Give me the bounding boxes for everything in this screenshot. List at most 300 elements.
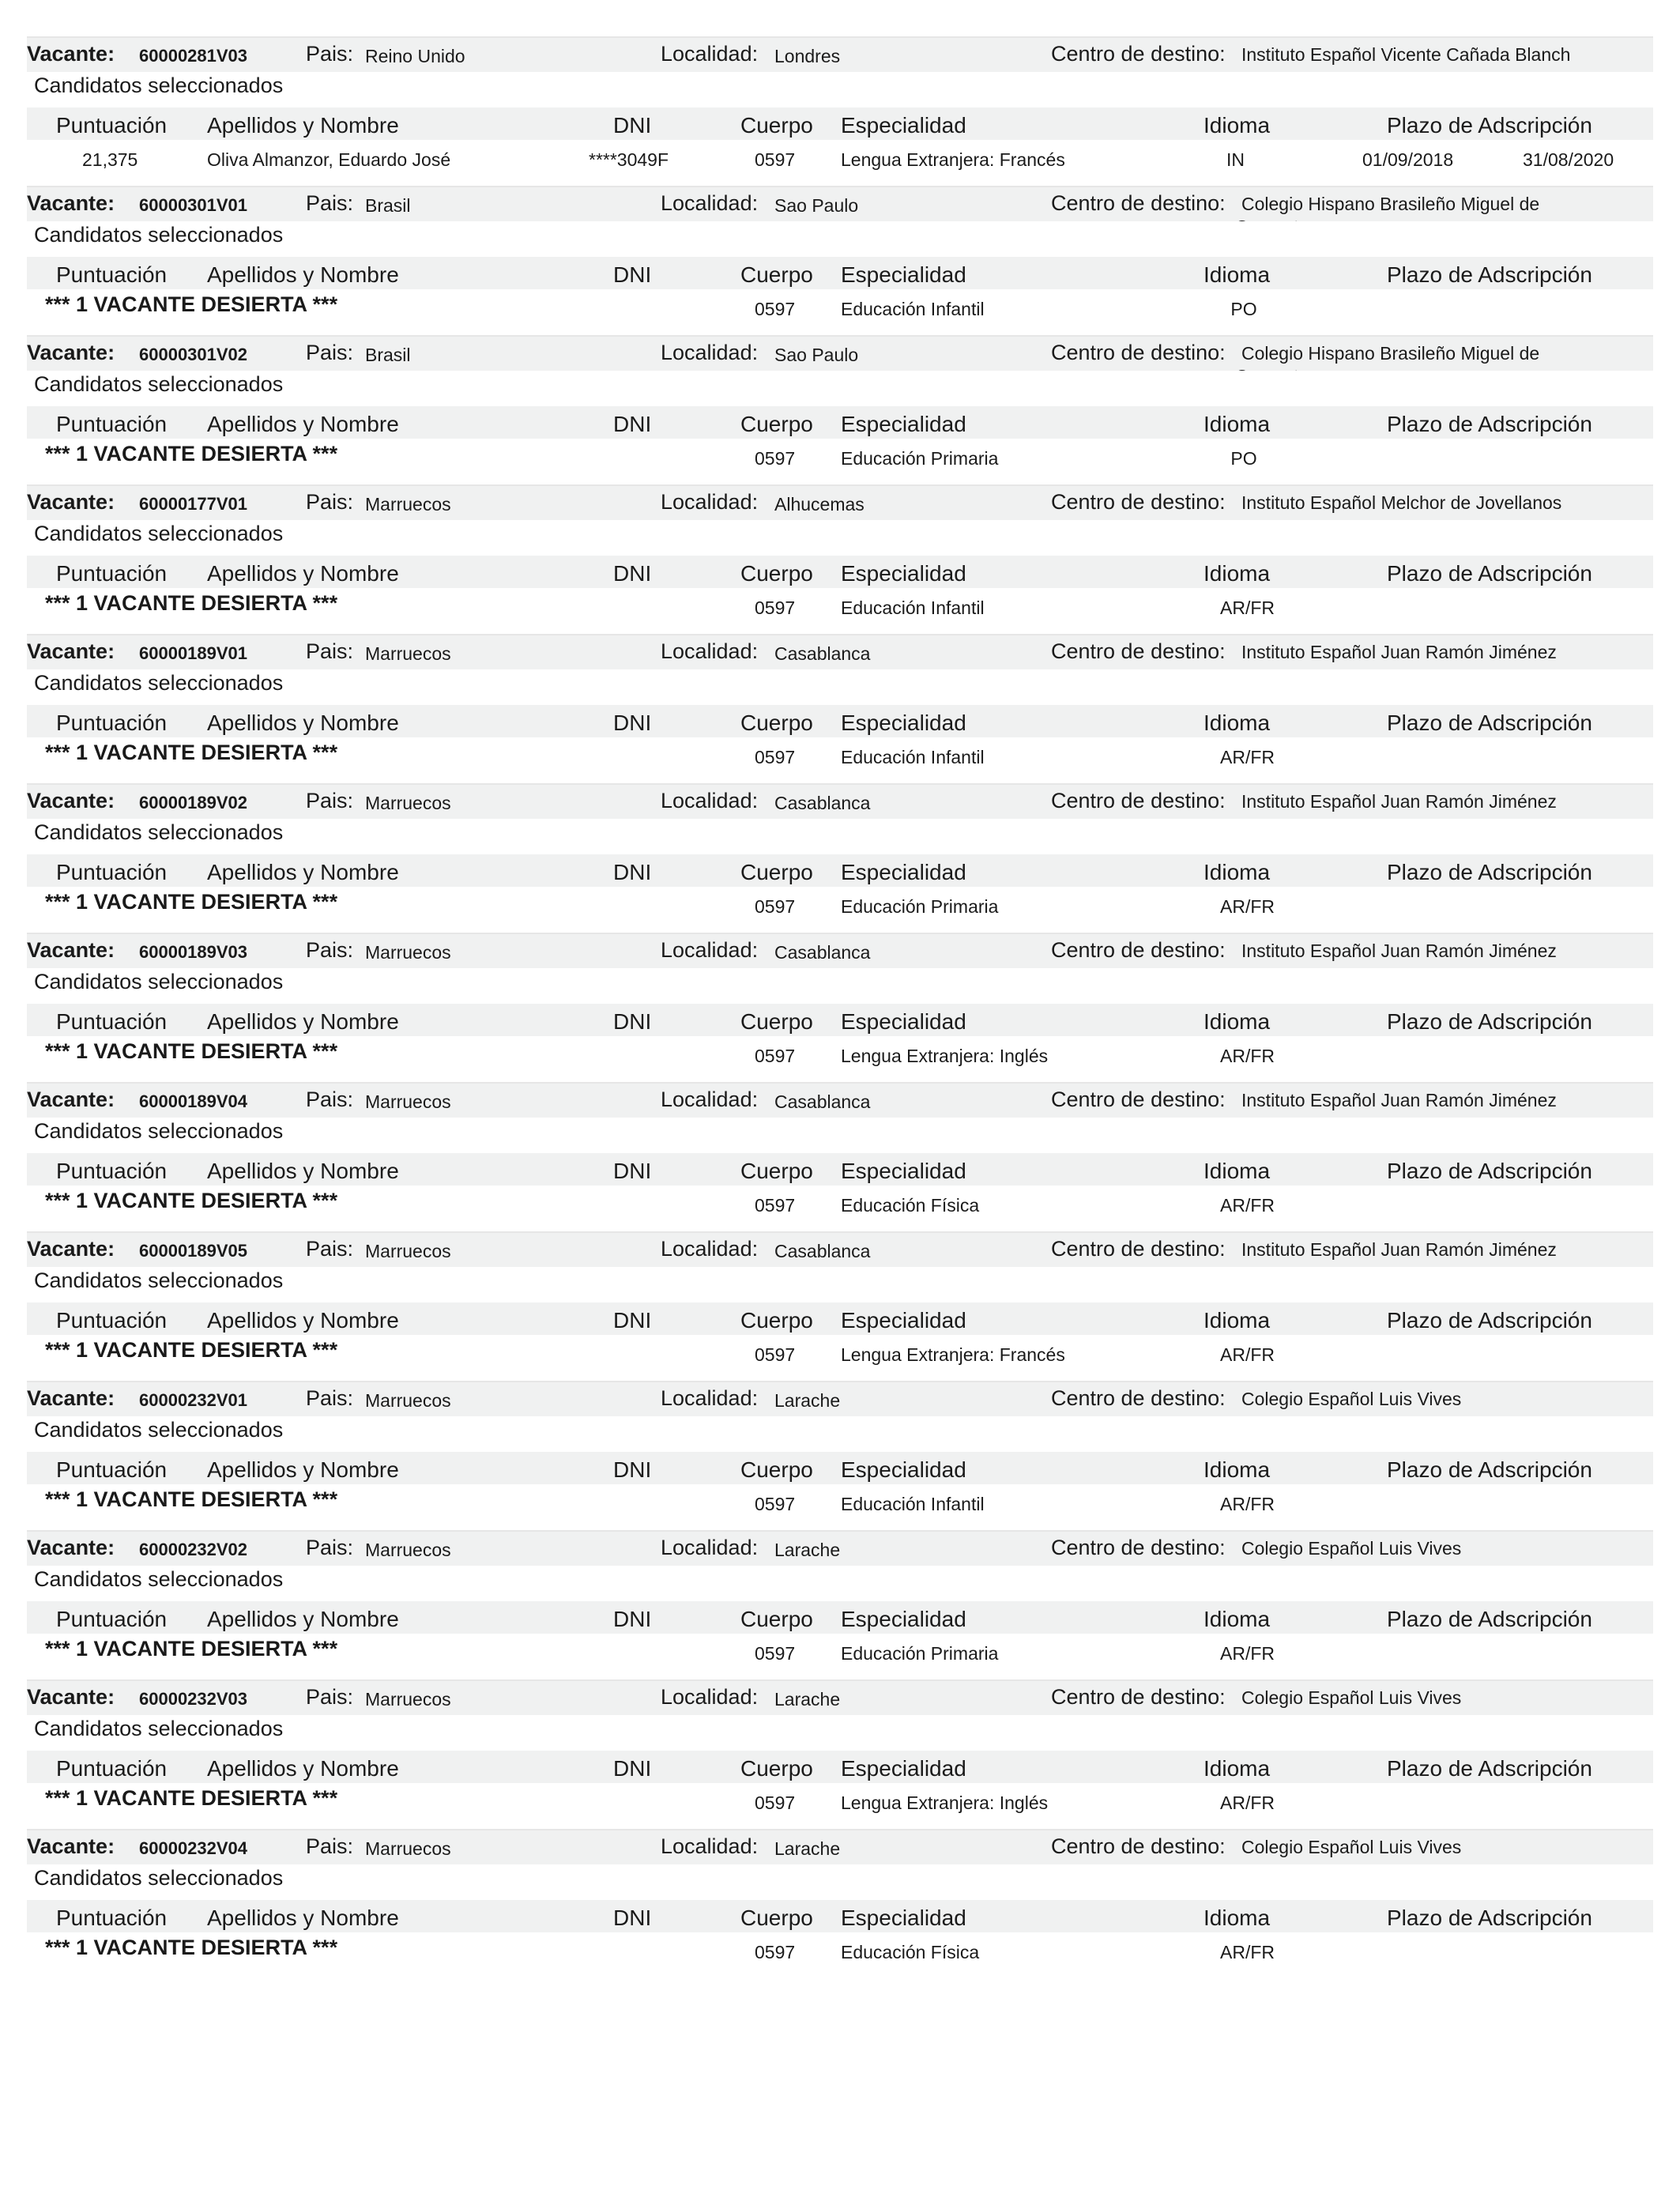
candidatos-row bbox=[27, 520, 1653, 556]
puntuacion-value: 21,375 bbox=[82, 149, 138, 170]
vacante-label: Vacante: bbox=[27, 191, 115, 215]
centro-line-1: Instituto Español Juan Ramón Jiménez bbox=[1241, 642, 1557, 662]
vacante-label: Vacante: bbox=[27, 1237, 115, 1261]
vacancy-block bbox=[27, 186, 1653, 335]
vacante-desierta: *** 1 VACANTE DESIERTA *** bbox=[45, 741, 338, 764]
pais-label: Pais: bbox=[306, 639, 354, 663]
localidad-value: Larache bbox=[774, 1390, 841, 1411]
table-row bbox=[27, 1783, 1653, 1827]
column-header-row bbox=[27, 1153, 1653, 1186]
vacante-desierta: *** 1 VACANTE DESIERTA *** bbox=[45, 292, 338, 316]
table-row bbox=[27, 1036, 1653, 1080]
candidatos-heading: Candidatos seleccionados bbox=[34, 74, 284, 97]
candidatos-row bbox=[27, 669, 1653, 705]
candidatos-heading: Candidatos seleccionados bbox=[34, 372, 284, 396]
col-apellidos-nombre: Apellidos y Nombre bbox=[207, 1906, 399, 1930]
idioma-value: IN bbox=[1226, 149, 1245, 170]
centro-value bbox=[1241, 492, 1561, 515]
col-puntuacion: Puntuación bbox=[56, 1159, 168, 1183]
especialidad-value: Educación Primaria bbox=[841, 896, 999, 917]
pais-value: Reino Unido bbox=[365, 46, 465, 66]
col-idioma: Idioma bbox=[1203, 1756, 1271, 1781]
localidad-value: Alhucemas bbox=[774, 494, 864, 515]
col-dni: DNI bbox=[613, 1009, 652, 1034]
col-idioma: Idioma bbox=[1203, 1308, 1271, 1333]
col-idioma: Idioma bbox=[1203, 1159, 1271, 1183]
vacancy-block bbox=[27, 1381, 1653, 1530]
pais-label: Pais: bbox=[306, 1685, 354, 1709]
vacante-code: 60000301V02 bbox=[139, 345, 248, 364]
col-idioma: Idioma bbox=[1203, 561, 1271, 586]
col-apellidos-nombre: Apellidos y Nombre bbox=[207, 860, 399, 884]
vacancy-block bbox=[27, 335, 1653, 484]
candidatos-row bbox=[27, 1864, 1653, 1900]
vacancy-header bbox=[27, 1532, 1653, 1566]
especialidad-value: Lengua Extranjera: Francés bbox=[841, 149, 1065, 170]
column-header-row bbox=[27, 406, 1653, 439]
col-dni: DNI bbox=[613, 1159, 652, 1183]
pais-label: Pais: bbox=[306, 1386, 354, 1410]
pais-value: Marruecos bbox=[365, 942, 451, 963]
centro-label: Centro de destino: bbox=[1051, 938, 1226, 962]
centro-label: Centro de destino: bbox=[1051, 1685, 1226, 1709]
col-plazo: Plazo de Adscripción bbox=[1387, 113, 1592, 138]
col-apellidos-nombre: Apellidos y Nombre bbox=[207, 1756, 399, 1781]
vacancy-block bbox=[27, 1829, 1653, 1978]
centro-label: Centro de destino: bbox=[1051, 639, 1226, 663]
centro-line-1: Colegio Español Luis Vives bbox=[1241, 1389, 1462, 1409]
col-apellidos-nombre: Apellidos y Nombre bbox=[207, 412, 399, 436]
col-plazo: Plazo de Adscripción bbox=[1387, 1607, 1592, 1631]
pais-value: Brasil bbox=[365, 195, 411, 216]
col-dni: DNI bbox=[613, 711, 652, 735]
pais-label: Pais: bbox=[306, 490, 354, 514]
centro-label: Centro de destino: bbox=[1051, 1088, 1226, 1111]
centro-value bbox=[1241, 43, 1570, 66]
candidatos-row bbox=[27, 371, 1653, 406]
centro-line-1: Instituto Español Juan Ramón Jiménez bbox=[1241, 1239, 1557, 1260]
pais-label: Pais: bbox=[306, 42, 354, 66]
vacante-desierta: *** 1 VACANTE DESIERTA *** bbox=[45, 1637, 338, 1661]
idioma-value: AR/FR bbox=[1220, 1046, 1275, 1066]
col-idioma: Idioma bbox=[1203, 711, 1271, 735]
col-cuerpo: Cuerpo bbox=[740, 1756, 813, 1781]
candidatos-row bbox=[27, 1267, 1653, 1302]
idioma-value: AR/FR bbox=[1220, 1793, 1275, 1813]
vacante-label: Vacante: bbox=[27, 341, 115, 364]
col-plazo: Plazo de Adscripción bbox=[1387, 860, 1592, 884]
pais-value: Marruecos bbox=[365, 1390, 451, 1411]
vacante-code: 60000189V05 bbox=[139, 1241, 248, 1261]
col-especialidad: Especialidad bbox=[841, 1457, 966, 1482]
centro-label: Centro de destino: bbox=[1051, 42, 1226, 66]
pais-value: Marruecos bbox=[365, 1540, 451, 1560]
centro-line-1: Colegio Español Luis Vives bbox=[1241, 1837, 1462, 1857]
vacante-label: Vacante: bbox=[27, 639, 115, 663]
col-puntuacion: Puntuación bbox=[56, 711, 168, 735]
col-puntuacion: Puntuación bbox=[56, 1308, 168, 1333]
localidad-label: Localidad: bbox=[661, 1834, 759, 1858]
candidatos-row bbox=[27, 1566, 1653, 1601]
col-puntuacion: Puntuación bbox=[56, 113, 168, 138]
col-dni: DNI bbox=[613, 1607, 652, 1631]
vacancy-header bbox=[27, 337, 1653, 371]
col-idioma: Idioma bbox=[1203, 1906, 1271, 1930]
pais-label: Pais: bbox=[306, 1088, 354, 1111]
vacante-desierta: *** 1 VACANTE DESIERTA *** bbox=[45, 1189, 338, 1212]
candidatos-row bbox=[27, 1715, 1653, 1751]
localidad-value: Casablanca bbox=[774, 1091, 871, 1112]
localidad-value: Casablanca bbox=[774, 1241, 871, 1261]
idioma-value: AR/FR bbox=[1220, 1344, 1275, 1365]
pais-label: Pais: bbox=[306, 938, 354, 962]
cuerpo-value: 0597 bbox=[755, 1942, 796, 1962]
cuerpo-value: 0597 bbox=[755, 1046, 796, 1066]
col-plazo: Plazo de Adscripción bbox=[1387, 1009, 1592, 1034]
centro-label: Centro de destino: bbox=[1051, 191, 1226, 215]
centro-label: Centro de destino: bbox=[1051, 1386, 1226, 1410]
col-dni: DNI bbox=[613, 860, 652, 884]
localidad-value: Larache bbox=[774, 1689, 841, 1710]
localidad-label: Localidad: bbox=[661, 341, 759, 364]
localidad-value: Londres bbox=[774, 46, 841, 66]
col-apellidos-nombre: Apellidos y Nombre bbox=[207, 1607, 399, 1631]
col-cuerpo: Cuerpo bbox=[740, 1009, 813, 1034]
candidatos-row bbox=[27, 1416, 1653, 1452]
col-especialidad: Especialidad bbox=[841, 1607, 966, 1631]
col-cuerpo: Cuerpo bbox=[740, 1906, 813, 1930]
table-row bbox=[27, 1484, 1653, 1529]
col-dni: DNI bbox=[613, 412, 652, 436]
cuerpo-value: 0597 bbox=[755, 1195, 796, 1216]
centro-value bbox=[1241, 1537, 1461, 1560]
col-puntuacion: Puntuación bbox=[56, 1906, 168, 1930]
col-puntuacion: Puntuación bbox=[56, 1457, 168, 1482]
pais-label: Pais: bbox=[306, 789, 354, 812]
vacancy-header bbox=[27, 785, 1653, 819]
vacante-code: 60000232V03 bbox=[139, 1689, 248, 1709]
table-row bbox=[27, 887, 1653, 931]
vacancy-block bbox=[27, 36, 1653, 186]
centro-label: Centro de destino: bbox=[1051, 1536, 1226, 1559]
centro-line-1: Instituto Español Juan Ramón Jiménez bbox=[1241, 941, 1557, 961]
localidad-label: Localidad: bbox=[661, 1685, 759, 1709]
localidad-label: Localidad: bbox=[661, 1536, 759, 1559]
plazo-hasta-value: 31/08/2020 bbox=[1523, 149, 1614, 170]
especialidad-value: Educación Infantil bbox=[841, 1494, 985, 1514]
vacante-label: Vacante: bbox=[27, 1685, 115, 1709]
idioma-value: AR/FR bbox=[1220, 1942, 1275, 1962]
col-plazo: Plazo de Adscripción bbox=[1387, 1308, 1592, 1333]
table-row bbox=[27, 588, 1653, 632]
idioma-value: AR/FR bbox=[1220, 747, 1275, 767]
col-idioma: Idioma bbox=[1203, 1009, 1271, 1034]
col-apellidos-nombre: Apellidos y Nombre bbox=[207, 1159, 399, 1183]
centro-label: Centro de destino: bbox=[1051, 490, 1226, 514]
col-especialidad: Especialidad bbox=[841, 711, 966, 735]
cuerpo-value: 0597 bbox=[755, 299, 796, 319]
centro-line-1: Instituto Español Juan Ramón Jiménez bbox=[1241, 1090, 1557, 1110]
col-cuerpo: Cuerpo bbox=[740, 1607, 813, 1631]
vacancy-block bbox=[27, 1679, 1653, 1829]
vacancy-header bbox=[27, 934, 1653, 968]
especialidad-value: Educación Física bbox=[841, 1942, 980, 1962]
plazo-desde-value: 01/09/2018 bbox=[1362, 149, 1454, 170]
col-cuerpo: Cuerpo bbox=[740, 1159, 813, 1183]
column-header-row bbox=[27, 107, 1653, 140]
pais-label: Pais: bbox=[306, 1834, 354, 1858]
localidad-value: Casablanca bbox=[774, 942, 871, 963]
pais-value: Marruecos bbox=[365, 1091, 451, 1112]
column-header-row bbox=[27, 705, 1653, 737]
vacante-code: 60000232V02 bbox=[139, 1540, 248, 1559]
localidad-label: Localidad: bbox=[661, 1386, 759, 1410]
candidatos-row bbox=[27, 819, 1653, 854]
vacancy-block bbox=[27, 1530, 1653, 1679]
cuerpo-value: 0597 bbox=[755, 1494, 796, 1514]
candidatos-row bbox=[27, 968, 1653, 1004]
vacante-code: 60000301V01 bbox=[139, 195, 248, 215]
candidatos-heading: Candidatos seleccionados bbox=[34, 223, 284, 247]
col-puntuacion: Puntuación bbox=[56, 412, 168, 436]
localidad-label: Localidad: bbox=[661, 639, 759, 663]
col-plazo: Plazo de Adscripción bbox=[1387, 1159, 1592, 1183]
column-header-row bbox=[27, 1004, 1653, 1036]
centro-line-1: Instituto Español Vicente Cañada Blanch bbox=[1241, 44, 1571, 65]
col-cuerpo: Cuerpo bbox=[740, 1457, 813, 1482]
localidad-value: Sao Paulo bbox=[774, 195, 859, 216]
centro-label: Centro de destino: bbox=[1051, 1834, 1226, 1858]
candidatos-heading: Candidatos seleccionados bbox=[34, 970, 284, 993]
centro-line-1: Instituto Español Juan Ramón Jiménez bbox=[1241, 791, 1557, 812]
col-apellidos-nombre: Apellidos y Nombre bbox=[207, 113, 399, 138]
vacante-code: 60000232V04 bbox=[139, 1838, 248, 1858]
dni-value: ****3049F bbox=[589, 149, 669, 170]
col-plazo: Plazo de Adscripción bbox=[1387, 1906, 1592, 1930]
cuerpo-value: 0597 bbox=[755, 747, 796, 767]
vacancy-header bbox=[27, 1233, 1653, 1267]
col-puntuacion: Puntuación bbox=[56, 1009, 168, 1034]
column-header-row bbox=[27, 1900, 1653, 1932]
localidad-value: Larache bbox=[774, 1838, 841, 1859]
localidad-value: Casablanca bbox=[774, 793, 871, 813]
cuerpo-value: 0597 bbox=[755, 1643, 796, 1664]
cuerpo-value: 0597 bbox=[755, 1344, 796, 1365]
vacancy-header bbox=[27, 486, 1653, 520]
candidatos-heading: Candidatos seleccionados bbox=[34, 1717, 284, 1740]
col-dni: DNI bbox=[613, 561, 652, 586]
vacancy-block bbox=[27, 484, 1653, 634]
vacante-code: 60000189V04 bbox=[139, 1091, 248, 1111]
vacante-label: Vacante: bbox=[27, 490, 115, 514]
vacante-code: 60000189V01 bbox=[139, 643, 248, 663]
table-row bbox=[27, 289, 1653, 334]
pais-label: Pais: bbox=[306, 191, 354, 215]
centro-line-1: Instituto Español Melchor de Jovellanos bbox=[1241, 492, 1562, 513]
localidad-label: Localidad: bbox=[661, 789, 759, 812]
col-plazo: Plazo de Adscripción bbox=[1387, 561, 1592, 586]
col-cuerpo: Cuerpo bbox=[740, 860, 813, 884]
vacante-desierta: *** 1 VACANTE DESIERTA *** bbox=[45, 1786, 338, 1810]
especialidad-value: Educación Infantil bbox=[841, 299, 985, 319]
col-puntuacion: Puntuación bbox=[56, 561, 168, 586]
candidatos-heading: Candidatos seleccionados bbox=[34, 1119, 284, 1143]
vacancy-header bbox=[27, 38, 1653, 72]
vacante-code: 60000189V02 bbox=[139, 793, 248, 812]
vacante-label: Vacante: bbox=[27, 938, 115, 962]
centro-line-1: Colegio Español Luis Vives bbox=[1241, 1687, 1462, 1708]
vacancy-header bbox=[27, 635, 1653, 669]
col-especialidad: Especialidad bbox=[841, 1009, 966, 1034]
cuerpo-value: 0597 bbox=[755, 448, 796, 469]
col-cuerpo: Cuerpo bbox=[740, 1308, 813, 1333]
centro-line-1: Colegio Español Luis Vives bbox=[1241, 1538, 1462, 1559]
vacante-desierta: *** 1 VACANTE DESIERTA *** bbox=[45, 1338, 338, 1362]
col-idioma: Idioma bbox=[1203, 1457, 1271, 1482]
col-apellidos-nombre: Apellidos y Nombre bbox=[207, 561, 399, 586]
localidad-label: Localidad: bbox=[661, 490, 759, 514]
col-puntuacion: Puntuación bbox=[56, 1607, 168, 1631]
vacancy-header bbox=[27, 1681, 1653, 1715]
vacante-label: Vacante: bbox=[27, 1536, 115, 1559]
col-idioma: Idioma bbox=[1203, 113, 1271, 138]
col-plazo: Plazo de Adscripción bbox=[1387, 1457, 1592, 1482]
idioma-value: AR/FR bbox=[1220, 1643, 1275, 1664]
vacancy-block bbox=[27, 933, 1653, 1082]
candidatos-heading: Candidatos seleccionados bbox=[34, 820, 284, 844]
idioma-value: AR/FR bbox=[1220, 896, 1275, 917]
candidatos-heading: Candidatos seleccionados bbox=[34, 522, 284, 545]
col-cuerpo: Cuerpo bbox=[740, 412, 813, 436]
centro-value bbox=[1241, 1238, 1557, 1261]
pais-label: Pais: bbox=[306, 341, 354, 364]
col-plazo: Plazo de Adscripción bbox=[1387, 262, 1592, 287]
especialidad-value: Educación Infantil bbox=[841, 747, 985, 767]
vacancy-header bbox=[27, 1382, 1653, 1416]
col-idioma: Idioma bbox=[1203, 412, 1271, 436]
vacante-desierta: *** 1 VACANTE DESIERTA *** bbox=[45, 591, 338, 615]
vacante-label: Vacante: bbox=[27, 1386, 115, 1410]
idioma-value: PO bbox=[1230, 299, 1257, 319]
col-plazo: Plazo de Adscripción bbox=[1387, 412, 1592, 436]
centro-line-1: Colegio Hispano Brasileño Miguel de bbox=[1241, 343, 1540, 364]
pais-value: Marruecos bbox=[365, 1241, 451, 1261]
vacante-desierta: *** 1 VACANTE DESIERTA *** bbox=[45, 1487, 338, 1511]
idioma-value: AR/FR bbox=[1220, 1494, 1275, 1514]
column-header-row bbox=[27, 1751, 1653, 1783]
vacante-label: Vacante: bbox=[27, 789, 115, 812]
centro-label: Centro de destino: bbox=[1051, 341, 1226, 364]
col-apellidos-nombre: Apellidos y Nombre bbox=[207, 711, 399, 735]
col-cuerpo: Cuerpo bbox=[740, 711, 813, 735]
col-especialidad: Especialidad bbox=[841, 113, 966, 138]
candidatos-heading: Candidatos seleccionados bbox=[34, 1866, 284, 1890]
vacante-code: 60000189V03 bbox=[139, 942, 248, 962]
col-especialidad: Especialidad bbox=[841, 1906, 966, 1930]
vacante-label: Vacante: bbox=[27, 1834, 115, 1858]
localidad-value: Larache bbox=[774, 1540, 841, 1560]
col-especialidad: Especialidad bbox=[841, 561, 966, 586]
col-dni: DNI bbox=[613, 1906, 652, 1930]
col-apellidos-nombre: Apellidos y Nombre bbox=[207, 1457, 399, 1482]
col-dni: DNI bbox=[613, 1308, 652, 1333]
column-header-row bbox=[27, 854, 1653, 887]
vacancy-block bbox=[27, 1082, 1653, 1231]
candidatos-row bbox=[27, 1118, 1653, 1153]
pais-value: Marruecos bbox=[365, 793, 451, 813]
vacancy-block bbox=[27, 783, 1653, 933]
especialidad-value: Lengua Extranjera: Inglés bbox=[841, 1046, 1049, 1066]
pais-value: Marruecos bbox=[365, 494, 451, 515]
column-header-row bbox=[27, 1452, 1653, 1484]
table-row bbox=[27, 140, 1653, 184]
col-cuerpo: Cuerpo bbox=[740, 561, 813, 586]
col-especialidad: Especialidad bbox=[841, 412, 966, 436]
vacancy-header bbox=[27, 1084, 1653, 1118]
candidatos-row bbox=[27, 221, 1653, 257]
especialidad-value: Educación Infantil bbox=[841, 598, 985, 618]
localidad-label: Localidad: bbox=[661, 938, 759, 962]
col-especialidad: Especialidad bbox=[841, 262, 966, 287]
col-apellidos-nombre: Apellidos y Nombre bbox=[207, 262, 399, 287]
localidad-label: Localidad: bbox=[661, 191, 759, 215]
localidad-label: Localidad: bbox=[661, 1088, 759, 1111]
table-row bbox=[27, 737, 1653, 782]
col-idioma: Idioma bbox=[1203, 1607, 1271, 1631]
vacante-desierta: *** 1 VACANTE DESIERTA *** bbox=[45, 1936, 338, 1959]
vacancy-block bbox=[27, 634, 1653, 783]
centro-label: Centro de destino: bbox=[1051, 1237, 1226, 1261]
centro-value bbox=[1241, 641, 1557, 664]
col-apellidos-nombre: Apellidos y Nombre bbox=[207, 1308, 399, 1333]
vacante-code: 60000281V03 bbox=[139, 46, 248, 66]
pais-value: Marruecos bbox=[365, 1838, 451, 1859]
col-dni: DNI bbox=[613, 262, 652, 287]
col-plazo: Plazo de Adscripción bbox=[1387, 711, 1592, 735]
vacante-desierta: *** 1 VACANTE DESIERTA *** bbox=[45, 890, 338, 914]
localidad-value: Casablanca bbox=[774, 643, 871, 664]
column-header-row bbox=[27, 1601, 1653, 1634]
col-puntuacion: Puntuación bbox=[56, 860, 168, 884]
vacante-code: 60000232V01 bbox=[139, 1390, 248, 1410]
centro-value bbox=[1241, 1836, 1461, 1859]
col-puntuacion: Puntuación bbox=[56, 262, 168, 287]
idioma-value: AR/FR bbox=[1220, 1195, 1275, 1216]
col-idioma: Idioma bbox=[1203, 860, 1271, 884]
vacancy-block bbox=[27, 1231, 1653, 1381]
pais-value: Marruecos bbox=[365, 643, 451, 664]
table-row bbox=[27, 1186, 1653, 1230]
cuerpo-value: 0597 bbox=[755, 598, 796, 618]
pais-label: Pais: bbox=[306, 1237, 354, 1261]
localidad-label: Localidad: bbox=[661, 42, 759, 66]
col-especialidad: Especialidad bbox=[841, 1159, 966, 1183]
vacancy-header bbox=[27, 187, 1653, 221]
table-row bbox=[27, 1634, 1653, 1678]
column-header-row bbox=[27, 556, 1653, 588]
col-cuerpo: Cuerpo bbox=[740, 262, 813, 287]
localidad-label: Localidad: bbox=[661, 1237, 759, 1261]
nombre-value: Oliva Almanzor, Eduardo José bbox=[207, 149, 451, 170]
col-plazo: Plazo de Adscripción bbox=[1387, 1756, 1592, 1781]
centro-line-1: Colegio Hispano Brasileño Miguel de bbox=[1241, 194, 1540, 214]
table-row bbox=[27, 1335, 1653, 1379]
centro-value bbox=[1241, 1388, 1461, 1411]
centro-value bbox=[1241, 790, 1557, 813]
col-dni: DNI bbox=[613, 1457, 652, 1482]
col-especialidad: Especialidad bbox=[841, 1308, 966, 1333]
col-cuerpo: Cuerpo bbox=[740, 113, 813, 138]
